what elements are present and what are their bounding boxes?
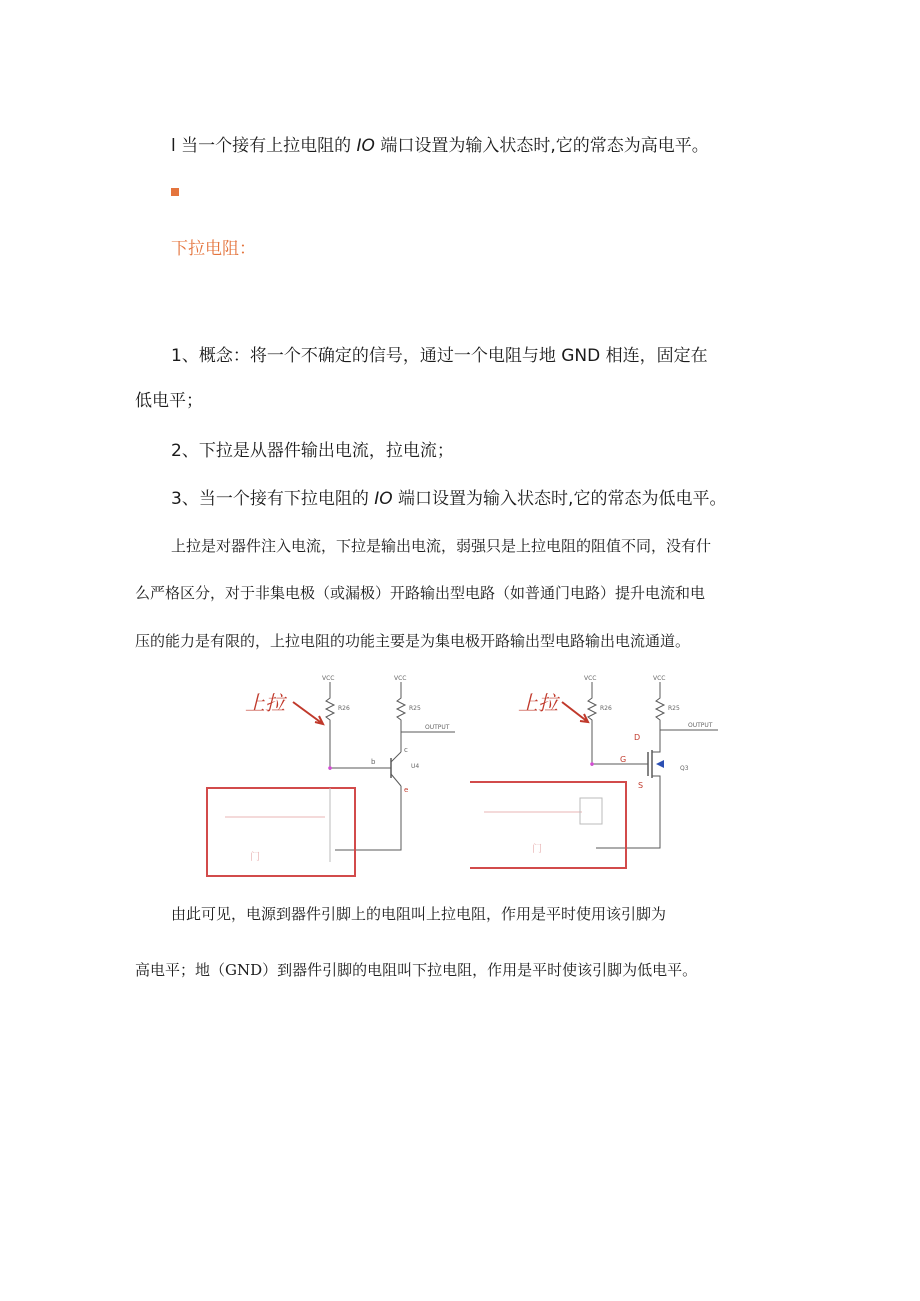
circuit-figure-bjt bbox=[205, 672, 465, 882]
item-1-line-b: 低电平； bbox=[135, 391, 203, 411]
item-1-line-a: 1、概念：将一个不确定的信号，通过一个电阻与地 GND 相连，固定在 bbox=[171, 346, 708, 366]
para-2-line-a: 由此可见，电源到器件引脚上的电阻叫上拉电阻，作用是平时使用该引脚为 bbox=[171, 905, 667, 923]
circuit-figure-mosfet bbox=[470, 672, 730, 882]
pin-s: S bbox=[638, 781, 644, 790]
para-2-line-b: 高电平；地（GND）到器件引脚的电阻叫下拉电阻，作用是平时使该引脚为低电平。 bbox=[135, 961, 698, 979]
resistor-r25 bbox=[397, 682, 405, 752]
output-label: OUTPUT bbox=[425, 724, 450, 731]
junction-node bbox=[590, 762, 594, 766]
bjt-schematic bbox=[205, 672, 465, 882]
para-1-line-c: 压的能力是有限的，上拉电阻的功能主要是为集电极开路输出型电路输出电流通道。 bbox=[135, 632, 691, 650]
para-1-line-b: 么严格区分，对于非集电极（或漏极）开路输出型电路（如普通门电路）提升电流和电 bbox=[135, 584, 706, 602]
junction-node bbox=[328, 766, 332, 770]
mosfet-schematic bbox=[470, 672, 730, 882]
box-label: 门 bbox=[250, 852, 260, 863]
vcc-label-1: VCC bbox=[584, 675, 597, 682]
transistor-collector bbox=[391, 752, 401, 762]
r26-label: R26 bbox=[338, 705, 350, 712]
part-label: U4 bbox=[411, 763, 420, 770]
resistor-r26 bbox=[588, 682, 596, 766]
handwritten-label: 上拉 bbox=[245, 691, 285, 715]
io-term: IO bbox=[374, 489, 393, 509]
vcc-label-2: VCC bbox=[653, 675, 666, 682]
mosfet-drain-source bbox=[652, 744, 660, 790]
r25-label: R25 bbox=[668, 705, 680, 712]
vcc-label-2: VCC bbox=[394, 675, 407, 682]
handwritten-label: 上拉 bbox=[518, 691, 558, 715]
para-1-line-a: 上拉是对器件注入电流，下拉是输出电流，弱强只是上拉电阻的阻值不同，没有什 bbox=[171, 537, 712, 555]
resistor-r25 bbox=[656, 682, 664, 744]
gate-box bbox=[207, 788, 355, 876]
pin-d: D bbox=[634, 733, 641, 742]
item-2: 2、下拉是从器件输出电流，拉电流； bbox=[171, 441, 454, 461]
orange-bullet bbox=[171, 188, 179, 196]
handwritten-arrow bbox=[293, 702, 323, 724]
box-label: 门 bbox=[532, 844, 542, 855]
emitter-wire bbox=[335, 786, 401, 850]
io-term: IO bbox=[356, 136, 375, 156]
pin-g: G bbox=[620, 755, 627, 764]
box-inner-device bbox=[580, 798, 602, 824]
item-3: 3、当一个接有下拉电阻的 IO 端口设置为输入状态时,它的常态为低电平。 bbox=[171, 489, 727, 509]
pullup-state-line: l 当一个接有上拉电阻的 IO 端口设置为输入状态时,它的常态为高电平。 bbox=[171, 136, 709, 156]
vcc-label-1: VCC bbox=[322, 675, 335, 682]
resistor-r26 bbox=[326, 682, 334, 770]
pin-e: e bbox=[404, 786, 409, 794]
r26-label: R26 bbox=[600, 705, 612, 712]
output-label: OUTPUT bbox=[688, 722, 713, 729]
part-label: Q3 bbox=[680, 765, 689, 772]
source-wire bbox=[596, 790, 660, 848]
gate-box bbox=[470, 782, 626, 868]
pulldown-heading: 下拉电阻： bbox=[171, 239, 256, 259]
handwritten-arrow bbox=[562, 702, 588, 722]
mosfet-arrow bbox=[656, 760, 664, 768]
r25-label: R25 bbox=[409, 705, 421, 712]
pin-c: c bbox=[404, 746, 408, 754]
transistor-emitter bbox=[391, 774, 401, 786]
pin-b: b bbox=[371, 758, 376, 766]
